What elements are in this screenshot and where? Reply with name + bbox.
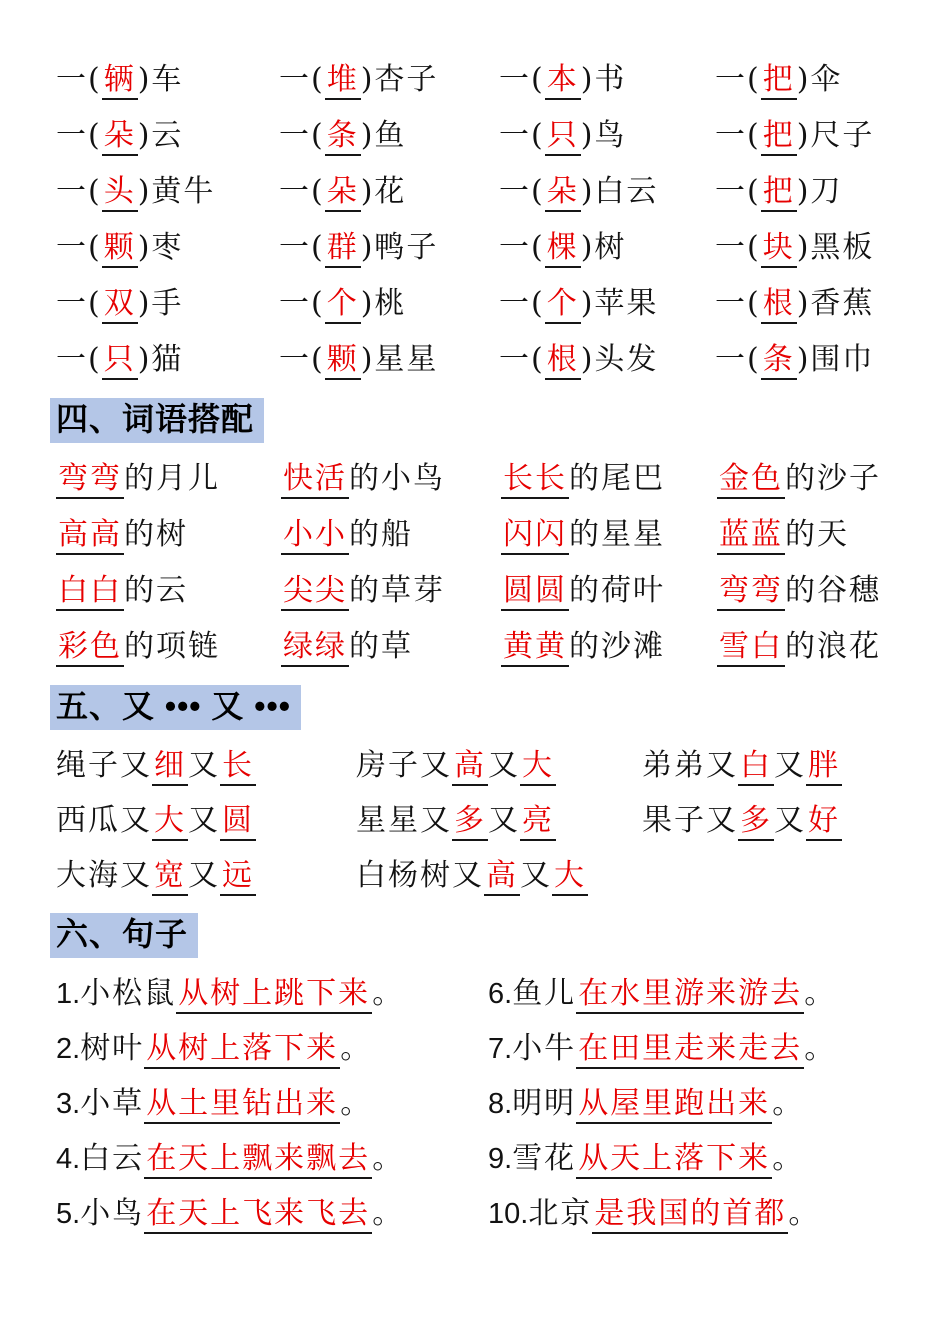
you-you-conjunction: 又 <box>188 803 220 838</box>
measure-word-answer: 朵 <box>102 118 138 156</box>
sentence-answer: 在天上飞来飞去 <box>144 1196 372 1234</box>
you-you-conjunction: 又 <box>520 858 552 893</box>
you-you-answer-2: 胖 <box>806 748 842 786</box>
word-pair-answer: 尖尖 <box>281 573 349 611</box>
measure-word-prefix: 一( <box>56 174 102 209</box>
you-you-item <box>356 848 642 903</box>
sentence-answer: 在水里游来游去 <box>576 976 804 1014</box>
measure-word-noun: )头发 <box>580 342 659 377</box>
sentence-period: 。 <box>788 1196 821 1231</box>
measure-word-prefix: 一( <box>715 286 761 321</box>
you-you-subject: 弟弟又 <box>642 748 738 783</box>
measure-word-item <box>56 220 279 276</box>
word-pair-rest: 的船 <box>349 517 413 552</box>
sentence-subject: 树叶 <box>80 1031 145 1066</box>
measure-word-noun: )树 <box>580 230 627 265</box>
word-pair-answer: 绿绿 <box>281 629 349 667</box>
measure-word-answer: 双 <box>102 286 138 324</box>
measure-word-prefix: 一( <box>499 342 545 377</box>
word-pair-answer: 彩色 <box>56 629 124 667</box>
you-you-answer-1: 多 <box>452 803 488 841</box>
sentence-number: 8. <box>488 1088 513 1120</box>
measure-word-prefix: 一( <box>56 62 102 97</box>
measure-word-noun: )手 <box>137 286 184 321</box>
measure-word-prefix: 一( <box>279 230 325 265</box>
you-you-subject: 房子又 <box>356 748 452 783</box>
sentences-grid <box>56 966 920 1241</box>
you-you-answer-1: 细 <box>152 748 188 786</box>
measure-word-item <box>499 52 715 108</box>
measure-word-item <box>715 220 920 276</box>
measure-word-noun: )猫 <box>137 342 184 377</box>
sentence-period: 。 <box>372 976 405 1011</box>
sentence-subject: 明明 <box>512 1086 577 1121</box>
word-pair-item <box>501 451 717 507</box>
sentence-period: 。 <box>772 1086 805 1121</box>
word-pair-answer: 闪闪 <box>501 517 569 555</box>
measure-word-answer: 堆 <box>325 62 361 100</box>
word-pair-item <box>56 563 281 619</box>
word-pair-item <box>56 507 281 563</box>
sentence-number: 2. <box>56 1033 81 1065</box>
measure-word-noun: )车 <box>137 62 184 97</box>
measure-word-prefix: 一( <box>279 286 325 321</box>
word-pair-rest: 的月儿 <box>124 461 220 496</box>
sentence-subject: 小牛 <box>512 1031 577 1066</box>
measure-word-noun: )枣 <box>137 230 184 265</box>
measure-word-noun: )杏子 <box>360 62 439 97</box>
sentence-item <box>56 1186 488 1241</box>
measure-word-answer: 朵 <box>325 174 361 212</box>
measure-word-answer: 把 <box>761 118 797 156</box>
measure-word-noun: )黄牛 <box>137 174 216 209</box>
measure-word-item <box>279 220 499 276</box>
word-pair-rest: 的云 <box>124 573 188 608</box>
sentence-period: 。 <box>372 1196 405 1231</box>
word-pair-rest: 的项链 <box>124 629 220 664</box>
word-pair-rest: 的草芽 <box>349 573 445 608</box>
sentence-answer: 在田里走来走去 <box>576 1031 804 1069</box>
you-you-answer-2: 大 <box>520 748 556 786</box>
measure-word-answer: 辆 <box>102 62 138 100</box>
you-you-answer-1: 宽 <box>152 858 188 896</box>
word-pair-rest: 的星星 <box>569 517 665 552</box>
word-pair-answer: 高高 <box>56 517 124 555</box>
sentence-subject: 小草 <box>80 1086 145 1121</box>
measure-word-item <box>715 332 920 388</box>
measure-word-noun: )书 <box>580 62 627 97</box>
word-pair-item <box>717 507 920 563</box>
you-you-subject: 白杨树又 <box>356 858 484 893</box>
measure-word-item <box>279 52 499 108</box>
word-pair-item <box>281 619 501 675</box>
measure-word-answer: 根 <box>761 286 797 324</box>
sentence-item <box>488 1186 920 1241</box>
word-pair-rest: 的草 <box>349 629 413 664</box>
sentence-answer: 在天上飘来飘去 <box>144 1141 372 1179</box>
sentence-item <box>488 1076 920 1131</box>
measure-word-prefix: 一( <box>279 174 325 209</box>
measure-word-answer: 棵 <box>545 230 581 268</box>
sentence-period: 。 <box>772 1141 805 1176</box>
you-you-conjunction: 又 <box>488 748 520 783</box>
sentence-item <box>56 1076 488 1131</box>
measure-word-item <box>279 108 499 164</box>
measure-word-answer: 群 <box>325 230 361 268</box>
measure-word-prefix: 一( <box>715 230 761 265</box>
sentence-answer: 从树上落下来 <box>144 1031 340 1069</box>
sentence-subject: 鱼儿 <box>512 976 577 1011</box>
measure-word-answer: 只 <box>545 118 581 156</box>
you-you-item <box>356 738 642 793</box>
sentence-period: 。 <box>804 976 837 1011</box>
measure-word-noun: )星星 <box>360 342 439 377</box>
you-you-subject: 绳子又 <box>56 748 152 783</box>
you-you-item <box>56 848 356 903</box>
measure-word-noun: )围巾 <box>796 342 875 377</box>
sentence-period: 。 <box>340 1031 373 1066</box>
measure-word-item <box>715 108 920 164</box>
sentence-number: 6. <box>488 978 513 1010</box>
sentence-number: 1. <box>56 978 81 1010</box>
word-pair-rest: 的天 <box>785 517 849 552</box>
measure-word-noun: )黑板 <box>796 230 875 265</box>
word-pair-answer: 白白 <box>56 573 124 611</box>
measure-word-item <box>56 276 279 332</box>
measure-word-item <box>499 276 715 332</box>
you-you-conjunction: 又 <box>774 803 806 838</box>
word-pair-answer: 圆圆 <box>501 573 569 611</box>
measure-word-noun: )刀 <box>796 174 843 209</box>
sentence-answer: 从土里钻出来 <box>144 1086 340 1124</box>
measure-word-item <box>715 276 920 332</box>
measure-word-answer: 个 <box>325 286 361 324</box>
sentence-number: 4. <box>56 1143 81 1175</box>
measure-word-answer: 本 <box>545 62 581 100</box>
you-you-conjunction: 又 <box>188 858 220 893</box>
you-you-answer-2: 亮 <box>520 803 556 841</box>
measure-word-prefix: 一( <box>499 286 545 321</box>
word-pair-answer: 金色 <box>717 461 785 499</box>
sentence-number: 10. <box>488 1198 529 1230</box>
you-you-answer-1: 高 <box>452 748 488 786</box>
you-you-answer-1: 大 <box>152 803 188 841</box>
word-pair-answer: 黄黄 <box>501 629 569 667</box>
word-pair-item <box>717 619 920 675</box>
measure-word-answer: 只 <box>102 342 138 380</box>
measure-word-prefix: 一( <box>499 230 545 265</box>
measure-word-noun: )云 <box>137 118 184 153</box>
sentence-answer: 从屋里跑出来 <box>576 1086 772 1124</box>
you-you-answer-2: 圆 <box>220 803 256 841</box>
you-you-answer-2: 好 <box>806 803 842 841</box>
section-title-sentences: 六、句子 <box>50 913 198 958</box>
measure-word-item <box>279 276 499 332</box>
sentence-number: 5. <box>56 1198 81 1230</box>
word-pair-item <box>717 563 920 619</box>
measure-word-noun: )鱼 <box>360 118 407 153</box>
measure-word-prefix: 一( <box>499 174 545 209</box>
word-pair-answer: 弯弯 <box>717 573 785 611</box>
measure-word-answer: 头 <box>102 174 138 212</box>
measure-word-noun: )伞 <box>796 62 843 97</box>
measure-word-noun: )鸭子 <box>360 230 439 265</box>
measure-word-noun: )白云 <box>580 174 659 209</box>
measure-word-item <box>715 164 920 220</box>
measure-word-answer: 朵 <box>545 174 581 212</box>
word-pair-rest: 的沙滩 <box>569 629 665 664</box>
sentence-item <box>488 1131 920 1186</box>
word-pair-item <box>717 451 920 507</box>
measure-word-noun: )花 <box>360 174 407 209</box>
you-you-item <box>356 793 642 848</box>
measure-word-answer: 条 <box>325 118 361 156</box>
measure-words-grid <box>56 52 920 388</box>
word-pair-answer: 快活 <box>281 461 349 499</box>
word-pair-item <box>281 563 501 619</box>
word-pair-answer: 小小 <box>281 517 349 555</box>
measure-word-item <box>499 220 715 276</box>
measure-word-prefix: 一( <box>715 174 761 209</box>
you-you-item <box>56 738 356 793</box>
measure-word-prefix: 一( <box>279 342 325 377</box>
section-title-you-and-you: 五、又 ••• 又 ••• <box>50 685 301 730</box>
measure-word-answer: 把 <box>761 62 797 100</box>
measure-word-noun: )尺子 <box>796 118 875 153</box>
word-pair-rest: 的荷叶 <box>569 573 665 608</box>
word-pair-answer: 雪白 <box>717 629 785 667</box>
sentence-item <box>56 966 488 1021</box>
measure-word-item <box>715 52 920 108</box>
word-pair-rest: 的小鸟 <box>349 461 445 496</box>
word-pair-answer: 长长 <box>501 461 569 499</box>
sentence-answer: 从树上跳下来 <box>176 976 372 1014</box>
you-you-subject: 西瓜又 <box>56 803 152 838</box>
sentence-period: 。 <box>340 1086 373 1121</box>
word-pair-item <box>501 619 717 675</box>
sentence-subject: 小松鼠 <box>80 976 177 1011</box>
sentence-item <box>488 966 920 1021</box>
word-pair-item <box>281 451 501 507</box>
sentence-answer: 是我国的首都 <box>592 1196 788 1234</box>
sentence-period: 。 <box>372 1141 405 1176</box>
you-you-subject: 大海又 <box>56 858 152 893</box>
measure-word-noun: )鸟 <box>580 118 627 153</box>
sentence-subject: 小鸟 <box>80 1196 145 1231</box>
word-pair-answer: 蓝蓝 <box>717 517 785 555</box>
measure-word-prefix: 一( <box>499 118 545 153</box>
you-you-item <box>642 793 920 848</box>
sentence-number: 3. <box>56 1088 81 1120</box>
sentence-number: 7. <box>488 1033 513 1065</box>
measure-word-answer: 个 <box>545 286 581 324</box>
measure-word-prefix: 一( <box>56 286 102 321</box>
measure-word-prefix: 一( <box>279 118 325 153</box>
measure-word-prefix: 一( <box>715 62 761 97</box>
sentence-subject: 白云 <box>80 1141 145 1176</box>
measure-word-prefix: 一( <box>715 118 761 153</box>
measure-word-prefix: 一( <box>56 118 102 153</box>
measure-word-prefix: 一( <box>56 342 102 377</box>
you-you-answer-2: 大 <box>552 858 588 896</box>
word-pair-item <box>56 451 281 507</box>
measure-word-item <box>279 332 499 388</box>
you-you-grid <box>56 738 920 903</box>
word-pair-item <box>501 507 717 563</box>
you-you-subject: 星星又 <box>356 803 452 838</box>
measure-word-item <box>56 108 279 164</box>
measure-word-answer: 根 <box>545 342 581 380</box>
word-pair-item <box>56 619 281 675</box>
you-you-subject: 果子又 <box>642 803 738 838</box>
sentence-item <box>488 1021 920 1076</box>
sentence-subject: 雪花 <box>512 1141 577 1176</box>
measure-word-item <box>56 52 279 108</box>
sentence-period: 。 <box>804 1031 837 1066</box>
you-you-item <box>642 738 920 793</box>
word-pair-item <box>281 507 501 563</box>
word-pair-answer: 弯弯 <box>56 461 124 499</box>
section-title-word-pairing: 四、词语搭配 <box>50 398 264 443</box>
word-pair-rest: 的浪花 <box>785 629 881 664</box>
you-you-conjunction: 又 <box>488 803 520 838</box>
sentence-subject: 北京 <box>528 1196 593 1231</box>
measure-word-answer: 颗 <box>325 342 361 380</box>
you-you-conjunction: 又 <box>188 748 220 783</box>
measure-word-prefix: 一( <box>56 230 102 265</box>
you-you-answer-1: 白 <box>738 748 774 786</box>
you-you-answer-2: 远 <box>220 858 256 896</box>
word-pairing-grid <box>56 451 920 675</box>
measure-word-answer: 把 <box>761 174 797 212</box>
word-pair-rest: 的谷穗 <box>785 573 881 608</box>
you-you-answer-2: 长 <box>220 748 256 786</box>
you-you-item <box>56 793 356 848</box>
measure-word-item <box>499 108 715 164</box>
measure-word-item <box>499 332 715 388</box>
measure-word-noun: )桃 <box>360 286 407 321</box>
measure-word-noun: )香蕉 <box>796 286 875 321</box>
you-you-conjunction: 又 <box>774 748 806 783</box>
sentence-answer: 从天上落下来 <box>576 1141 772 1179</box>
measure-word-item <box>56 164 279 220</box>
word-pair-item <box>501 563 717 619</box>
you-you-answer-1: 高 <box>484 858 520 896</box>
measure-word-prefix: 一( <box>499 62 545 97</box>
measure-word-item <box>499 164 715 220</box>
measure-word-noun: )苹果 <box>580 286 659 321</box>
word-pair-rest: 的树 <box>124 517 188 552</box>
you-you-answer-1: 多 <box>738 803 774 841</box>
measure-word-answer: 颗 <box>102 230 138 268</box>
measure-word-prefix: 一( <box>279 62 325 97</box>
measure-word-answer: 条 <box>761 342 797 380</box>
measure-word-item <box>56 332 279 388</box>
word-pair-rest: 的沙子 <box>785 461 881 496</box>
measure-word-answer: 块 <box>761 230 797 268</box>
word-pair-rest: 的尾巴 <box>569 461 665 496</box>
sentence-item <box>56 1131 488 1186</box>
sentence-number: 9. <box>488 1143 513 1175</box>
measure-word-prefix: 一( <box>715 342 761 377</box>
measure-word-item <box>279 164 499 220</box>
sentence-item <box>56 1021 488 1076</box>
